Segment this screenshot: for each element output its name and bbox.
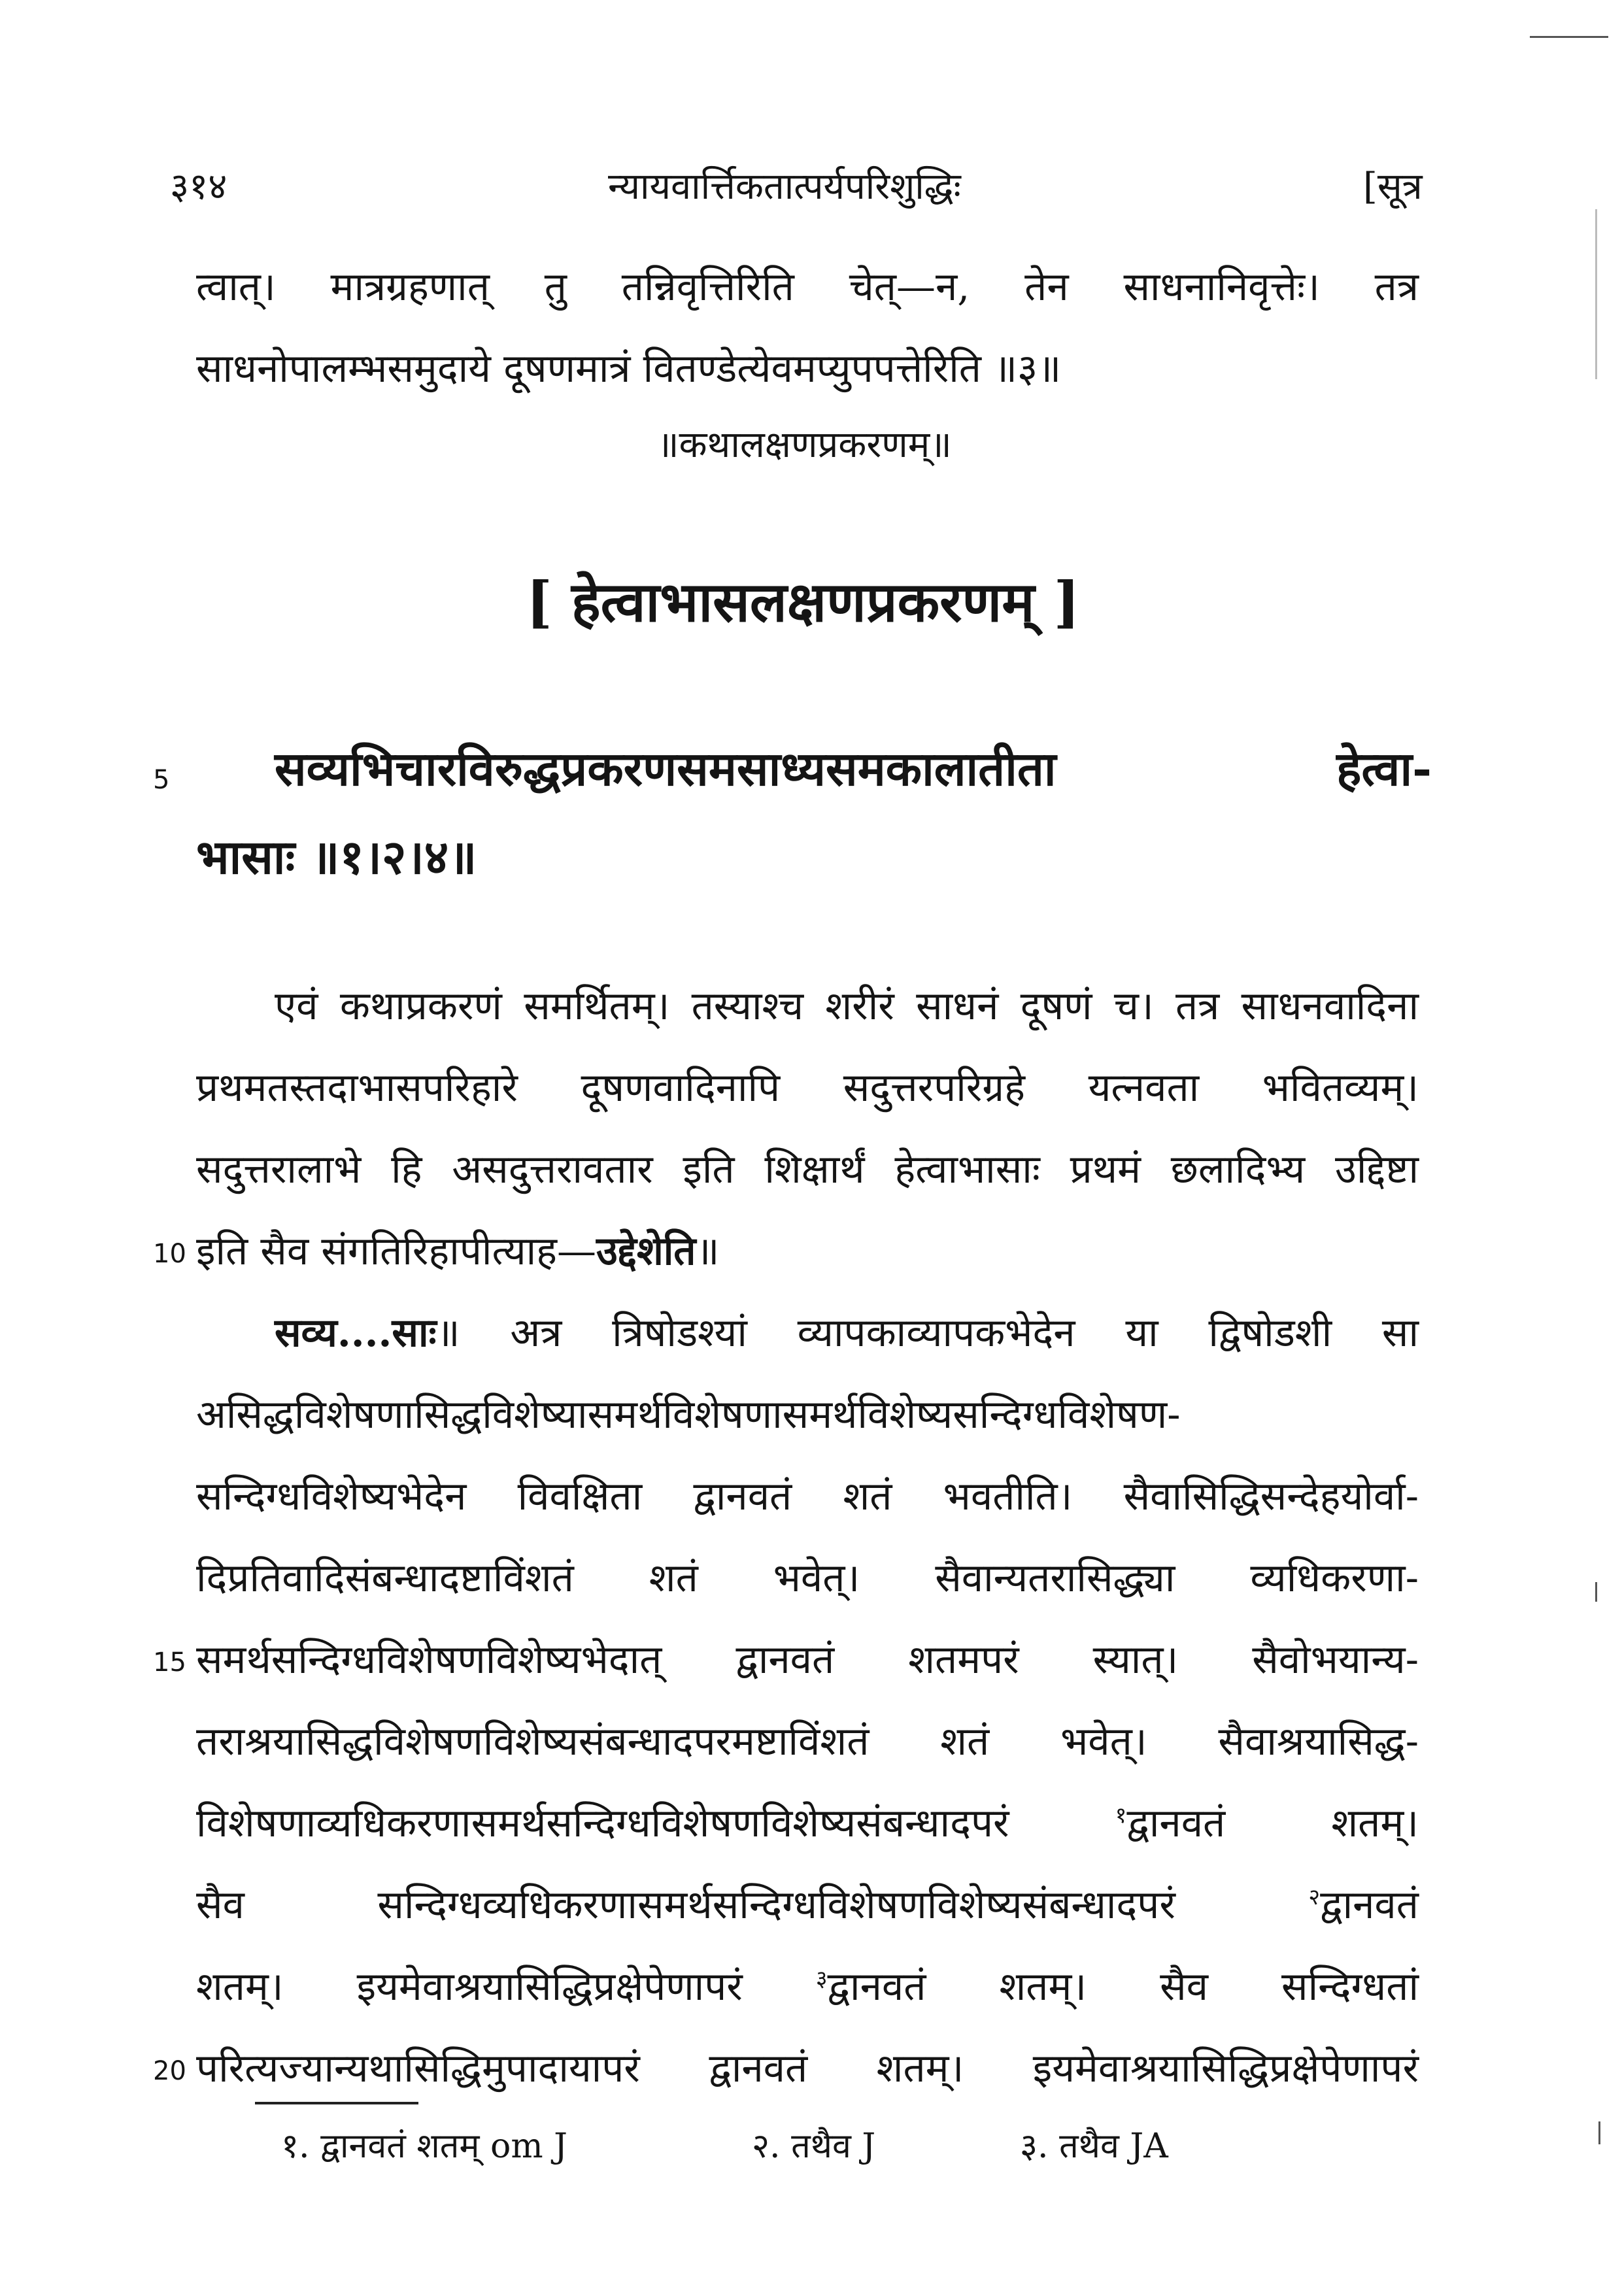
paragraph-2-line-7-end: द्वानवतं शतम्। — [1126, 1800, 1419, 1846]
footnote-ref-3: ३ — [815, 1966, 828, 1992]
footnote-ref-1: १ — [1115, 1802, 1127, 1829]
sutra-line-1: सव्यभिचारविरुद्धप्रकरणसमसाध्यसमकालातीता हेत्वा- — [275, 741, 1432, 796]
paragraph-2-line-3: सन्दिग्धविशेष्यभेदेन विवक्षिता द्वानवतं शतं भवतीति। सैवासिद्धिसन्देहयोर्वा- — [196, 1474, 1419, 1519]
section-heading: [ हेत्वाभासलक्षणप्रकरणम् ] — [526, 569, 1080, 634]
sutra-line-2: भासाः ॥१।२।४॥ — [196, 829, 477, 885]
line-number-20: 20 — [153, 2056, 186, 2086]
page-number: ३१४ — [170, 165, 228, 208]
paragraph-2-line-8 — [196, 1876, 1419, 1930]
scan-edge-mark — [1530, 36, 1608, 38]
paragraph-1-line-3: सदुत्तरालाभे हि असदुत्तरावतार इति शिक्षार्थं हेत्वाभासाः प्रथमं छलादिभ्य उद्दिष्टा — [196, 1147, 1419, 1192]
paragraph-2-line-7 — [196, 1795, 1419, 1848]
paragraph-1-line-1: एवं कथाप्रकरणं समर्थितम्। तस्याश्च शरीरं साधनं दूषणं च। तत्र साधनवादिना — [275, 983, 1419, 1029]
line-number-15: 15 — [153, 1647, 186, 1678]
scan-edge-mark — [1595, 1582, 1597, 1602]
continuation-line-2: साधनोपालम्भसमुदाये दूषणमात्रं वितण्डेत्येवमप्युपपत्तेरिति ॥३॥ — [196, 346, 1062, 392]
paragraph-2-line-8-end: द्वानवतं — [1320, 1882, 1419, 1928]
footnote-2: २. तथैव J — [752, 2127, 876, 2166]
paragraph-2-line-8-text: सैव सन्दिग्धव्यधिकरणासमर्थसन्दिग्धविशेषणविशेष्यसंबन्धादपरं — [196, 1882, 1309, 1928]
footnote-1: १. द्वानवतं शतम् om J — [281, 2127, 568, 2166]
paragraph-2-line-1 — [275, 1304, 1419, 1358]
paragraph-1-line-4-text: इति सैव संगतिरिहापीत्याह— — [196, 1228, 597, 1274]
paragraph-2-line-6: तराश्रयासिद्धविशेषणविशेष्यसंबन्धादपरमष्टाविंशतं शतं भवेत्। सैवाश्रयासिद्ध- — [196, 1719, 1419, 1764]
paragraph-2-line-4: दिप्रतिवादिसंबन्धादष्टाविंशतं शतं भवेत्। सैवान्यतरासिद्ध्या व्यधिकरणा- — [196, 1555, 1419, 1601]
paragraph-2-line-7-text: विशेषणाव्यधिकरणासमर्थसन्दिग्धविशेषणविशेष्यसंबन्धादपरं — [196, 1800, 1115, 1846]
pratika-uddesheti: उद्देशेति — [596, 1228, 696, 1274]
paragraph-1-line-4-danda: ॥ — [696, 1228, 720, 1274]
paragraph-1-line-4 — [196, 1223, 1419, 1276]
paragraph-1-line-2: प्रथमतस्तदाभासपरिहारे दूषणवादिनापि सदुत्तरपरिग्रहे यत्नवता भवितव्यम्। — [196, 1065, 1419, 1111]
paragraph-2-line-10: परित्यज्यान्यथासिद्धिमुपादायापरं द्वानवतं शतम्। इयमेवाश्रयासिद्धिप्रक्षेपेणापरं — [196, 2046, 1419, 2091]
paragraph-2-line-9-end: द्वानवतं शतम्। सैव सन्दिग्धतां — [827, 1964, 1419, 2010]
scan-edge-mark — [1595, 209, 1597, 379]
paragraph-2-line-5: समर्थसन्दिग्धविशेषणविशेष्यभेदात् द्वानवतं शतमपरं स्यात्। सैवोभयान्य- — [196, 1637, 1419, 1683]
pratika-savya-sah: सव्य....साः — [275, 1310, 437, 1356]
paragraph-2-line-2: असिद्धविशेषणासिद्धविशेष्यासमर्थविशेषणासमर्थविशेष्यसन्दिग्धविशेषण- — [196, 1392, 1181, 1438]
paragraph-2-line-9 — [196, 1958, 1419, 2012]
footnote-ref-2: २ — [1308, 1884, 1321, 1910]
running-title: न्यायवार्त्तिकतात्पर्यपरिशुद्धिः — [608, 165, 961, 208]
line-number-10: 10 — [153, 1239, 186, 1269]
footnote-rule — [255, 2102, 418, 2104]
continuation-line-1: त्वात्। मात्रग्रहणात् तु तन्निवृत्तिरिति चेत्—न, तेन साधनानिवृत्तेः। तत्र — [196, 264, 1419, 310]
sutra-marker: [सूत्र — [1363, 165, 1423, 208]
scan-edge-mark — [1598, 2121, 1600, 2144]
section-colophon: ॥कथालक्षणप्रकरणम्॥ — [657, 424, 952, 466]
paragraph-2-line-1-text: ॥ अत्र त्रिषोडश्यां व्यापकाव्यापकभेदेन या द्विषोडशी सा — [436, 1310, 1419, 1356]
footnote-3: ३. तथैव JA — [1020, 2127, 1168, 2166]
line-number-5: 5 — [153, 765, 170, 795]
paragraph-2-line-9-text: शतम्। इयमेवाश्रयासिद्धिप्रक्षेपेणापरं — [196, 1964, 816, 2010]
